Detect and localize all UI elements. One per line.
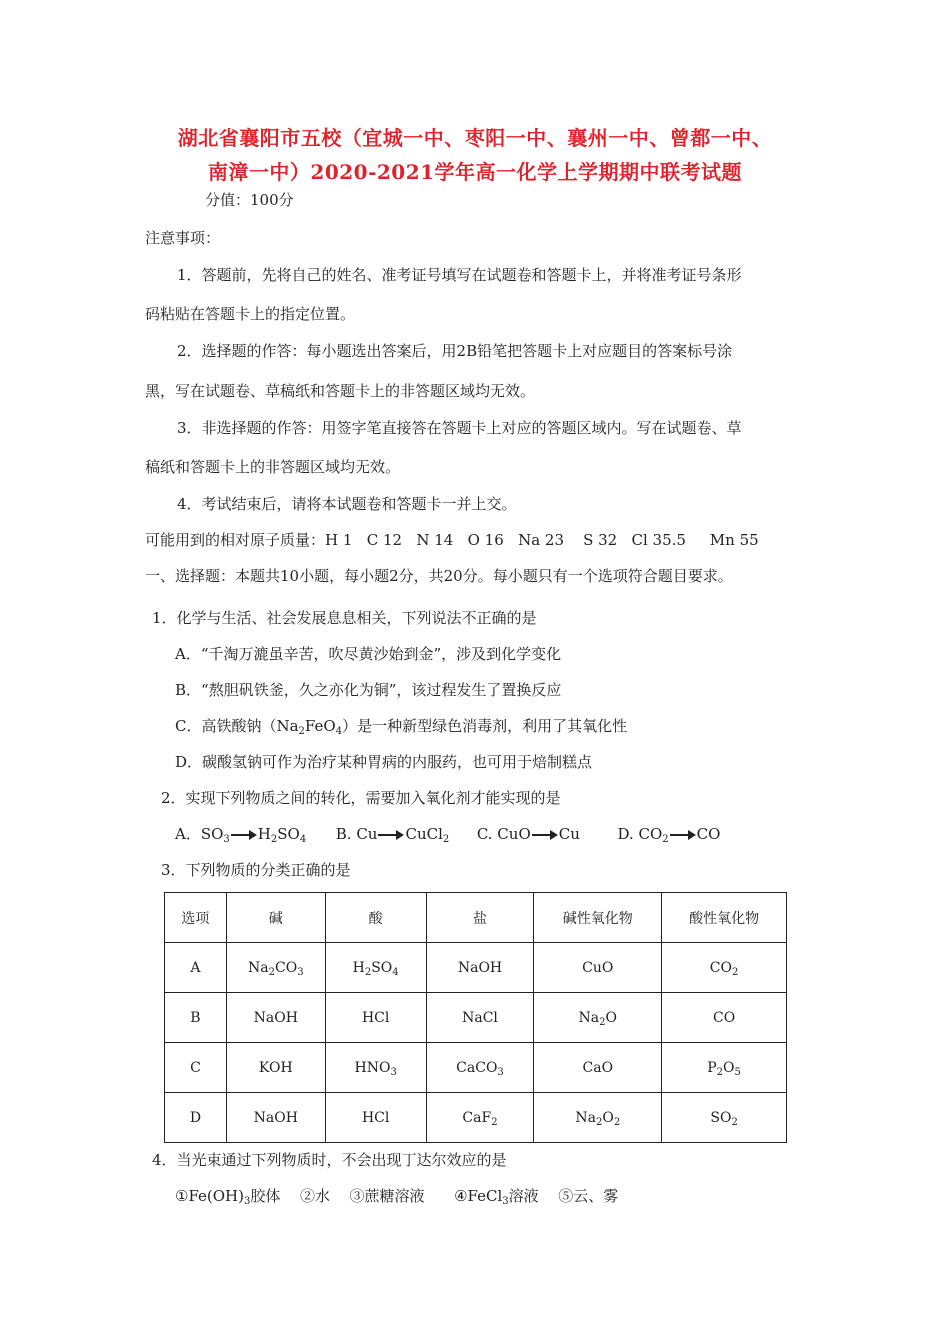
table-cell: D — [165, 1093, 227, 1143]
table-cell: B — [165, 993, 227, 1043]
q2-c-label: C. CuO — [476, 825, 531, 843]
q4-opt4-sub: 3 — [502, 1196, 509, 1207]
q1-option-a: A．“千淘万漉虽辛苦，吹尽黄沙始到金”，涉及到化学变化 — [175, 645, 562, 663]
q4-opt4-pre: ④FeCl — [454, 1187, 503, 1205]
table-cell: $CO_2$ — [662, 943, 787, 993]
table-header-row — [165, 893, 787, 943]
q4-opt1-post: 胶体 — [250, 1187, 281, 1205]
table-header-cell: 碱 — [226, 893, 325, 943]
q1-stem: 1．化学与生活、社会发展息息相关，下列说法不正确的是 — [152, 609, 537, 627]
table-cell: CuO — [534, 943, 662, 993]
q1-option-d: D．碳酸氢钠可作为治疗某种胃病的内服药，也可用于焙制糕点 — [175, 753, 593, 771]
q4-options — [175, 1186, 618, 1206]
q2-options — [175, 824, 720, 844]
table-cell: HCl — [325, 1093, 426, 1143]
q2-a-to-mid: SO — [277, 825, 300, 843]
notice-heading: 注意事项： — [145, 229, 221, 247]
arrow-icon — [532, 830, 558, 840]
arrow-icon — [378, 830, 404, 840]
table-cell: NaOH — [226, 1093, 325, 1143]
q1-c-sub2: 4 — [335, 726, 343, 737]
table-row — [165, 1093, 787, 1143]
q4-opt1-sub: 3 — [244, 1196, 251, 1207]
table-row — [165, 993, 787, 1043]
q2-b-to: CuCl — [405, 825, 443, 843]
table-cell: CaF$_2$ — [426, 1093, 534, 1143]
q4-opt1-pre: ①Fe(OH) — [175, 1187, 244, 1205]
table-cell: CaO — [534, 1043, 662, 1093]
q2-a-to: H — [257, 825, 271, 843]
q1-c-sub1: 2 — [298, 726, 305, 737]
notice-1-line2: 码粘贴在答题卡上的指定位置。 — [145, 305, 356, 323]
table-cell: NaCl — [426, 993, 534, 1043]
table-cell: NaOH — [426, 943, 534, 993]
q4-opt5: ⑤云、雾 — [558, 1187, 619, 1205]
q2-a-to-sub2: 4 — [299, 834, 307, 845]
table-cell: $Na_2CO_3$ — [226, 943, 325, 993]
table-row — [165, 943, 787, 993]
notice-2-line2: 黑，写在试题卷、草稿纸和答题卡上的非答题区域均无效。 — [145, 382, 536, 400]
q4-opt3: ③蔗糖溶液 — [349, 1187, 425, 1205]
arrow-icon — [670, 830, 696, 840]
table-cell: A — [165, 943, 227, 993]
notice-3-line2: 稿纸和答题卡上的非答题区域均无效。 — [145, 458, 401, 476]
table-cell: $Na_2O_2$ — [534, 1093, 662, 1143]
table-cell: CaCO$_3$ — [426, 1043, 534, 1093]
table-cell: $SO_2$ — [662, 1093, 787, 1143]
table-row — [165, 1043, 787, 1093]
q1-option-c — [175, 716, 627, 736]
exam-title-line1: 湖北省襄阳市五校（宜城一中、枣阳一中、襄州一中、曾都一中、 — [177, 126, 773, 150]
notice-4-line1: 4．考试结束后，请将本试题卷和答题卡一并上交。 — [177, 495, 517, 513]
q1-c-mid: FeO — [304, 717, 336, 735]
q2-a-sub: 3 — [223, 834, 230, 845]
table-header-cell: 选项 — [165, 893, 227, 943]
q2-b-label: B. Cu — [335, 825, 378, 843]
q2-d-to: CO — [696, 825, 721, 843]
q2-b-to-sub: 2 — [442, 834, 450, 845]
q2-d-label: D. CO — [617, 825, 663, 843]
table-header-cell: 酸 — [325, 893, 426, 943]
notice-3-line1: 3．非选择题的作答：用签字笔直接答在答题卡上对应的答题区域内。写在试题卷、草 — [177, 419, 742, 437]
q3-stem: 3．下列物质的分类正确的是 — [161, 861, 351, 879]
q4-opt4-post: 溶液 — [508, 1187, 539, 1205]
q4-stem: 4．当光束通过下列物质时，不会出现丁达尔效应的是 — [152, 1151, 507, 1169]
q2-d-sub: 2 — [662, 834, 669, 845]
table-cell: $HNO_3$ — [325, 1043, 426, 1093]
classification-table — [164, 892, 787, 1143]
q4-opt2: ②水 — [299, 1187, 330, 1205]
table-header-cell: 酸性氧化物 — [662, 893, 787, 943]
q1-c-pre: C．高铁酸钠（Na — [175, 717, 299, 735]
table-cell: HCl — [325, 993, 426, 1043]
table-cell: $Na_2O$ — [534, 993, 662, 1043]
q2-stem: 2．实现下列物质之间的转化，需要加入氧化剂才能实现的是 — [161, 789, 561, 807]
notice-2-line1: 2．选择题的作答：每小题选出答案后，用2B铅笔把答题卡上对应题目的答案标号涂 — [177, 342, 733, 360]
arrow-icon — [231, 830, 257, 840]
table-cell: $P_2O_5$ — [662, 1043, 787, 1093]
table-cell: C — [165, 1043, 227, 1093]
table-header-cell: 碱性氧化物 — [534, 893, 662, 943]
q2-c-to: Cu — [558, 825, 580, 843]
table-cell: NaOH — [226, 993, 325, 1043]
section-1-heading: 一、选择题：本题共10小题，每小题2分，共20分。每小题只有一个选项符合题目要求。 — [145, 567, 733, 585]
q1-option-b: B．“熬胆矾铁釜，久之亦化为铜”，该过程发生了置换反应 — [175, 681, 562, 699]
q1-c-post: ）是一种新型绿色消毒剂，利用了其氧化性 — [342, 717, 628, 735]
exam-title-line2: 南漳一中）2020-2021学年高一化学上学期期中联考试题 — [207, 160, 743, 184]
q2-a-label: A．SO — [175, 825, 224, 843]
score-text: 分值：100分 — [205, 191, 294, 209]
table-cell: CO — [662, 993, 787, 1043]
notice-1-line1: 1．答题前，先将自己的姓名、准考证号填写在试题卷和答题卡上，并将准考证号条形 — [177, 266, 742, 284]
atomic-masses: 可能用到的相对原子质量：H 1 C 12 N 14 O 16 Na 23 S 32 Cl 35.5 Mn 55 — [145, 531, 759, 549]
q2-a-to-sub1: 2 — [270, 834, 278, 845]
table-cell: KOH — [226, 1043, 325, 1093]
table-cell: $H_2SO_4$ — [325, 943, 426, 993]
table-header-cell: 盐 — [426, 893, 534, 943]
